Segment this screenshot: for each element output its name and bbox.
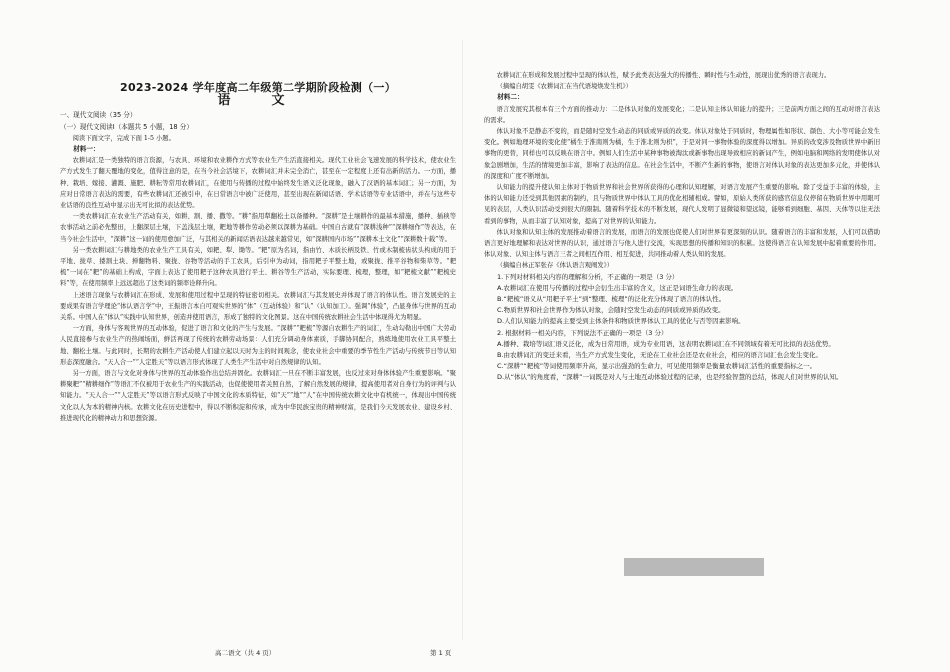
instruction-text: 阅读下面文字，完成下面 1-5 小题。 xyxy=(72,134,175,142)
footer-page-count: 高二语文（共 4 页） xyxy=(215,649,276,657)
question-option: A.农耕词汇在使用与传播的过程中会衍生出丰富的含义，这正是词语生命力的表现。 xyxy=(497,283,738,292)
left-column xyxy=(60,74,456,424)
paragraph: 体认对象和认知主体的发展推动着语言的发展，而语言的发展也促使人们对世界有更深刻的认识。随着语言的丰富和发展，人们可以借助语言更好地理解和表达对世界的认识，通过语言与他人进行交流，实现思想的传播和知识的积累。这使得语言在认知发展中起着重要的作用。体认对象、认知主体与语言三者之间相互作用、相互促进，共同推动着人类认知的发展。 xyxy=(484,228,880,259)
redaction-block xyxy=(624,558,764,576)
question-stem: 2. 根据材料一相关内容，下列说法不正确的一项是（3 分） xyxy=(497,328,668,337)
paragraph: 另一类农耕词汇与耕地类的农业生产工具有关，如耙、犁、锄等。“耙”原为名词，指由竹、木质长柄及铁、竹或木制梳齿状头构成的用于平地、拢草、搂割土块、掸翻物料、聚拢、谷物等活动的手工农具，后引申为动词，指用耙子平整土地，或聚拢、推平谷物和柴草等。“耙梳”一词在“耙”的基础上构成，字面上表达了使用耙子这种农具进行平土、耕谷等生产活动，实际要理、梳理，整理，如“耙梳文献”“耙梳史料”等，在使用频率上远远超出了这类词的频率诠释升向。 xyxy=(60,246,456,288)
question-option: A.播种、栽培等词汇语义泛化，成为日常用语，成为专业用语，这表明农耕词汇在不同领域有着无可比拟的表达优势。 xyxy=(497,339,835,348)
question-option: C.物质世界和社会世界作为体认对象，会随时空发生动态的同质或异质的改变。 xyxy=(497,306,725,315)
section-heading: 一、现代文阅读（35 分） xyxy=(60,111,137,120)
question-option: C.“深耕”“耙梳”等词使用频率升高，显示出强劲的生命力，可见使用频率是衡量农耕词汇活性的重要指标之一。 xyxy=(497,362,817,371)
paragraph: 认知能力的提升使认知主体对于物质世界和社会世界所获得的心理和认知理解，对语言发展产生重要的影响。除了受益于丰富的体验，主体的认知能力还受到其他因素的制约，且与物质世界中体认工具的优化相辅相成。譬如，原始人类所获的感官信息仅停留在物质世界中用眼可见的表层，人类认识活动受到很大的限制。随着科学技术的不断发展，现代人发明了显微镜和望远镜，能够看到细胞、基因、天体等以往无法看到的事物，从而丰富了认知对象，提高了对世界的认知能力。 xyxy=(484,184,880,225)
source-citation: （摘编自胡雯《农耕词汇在当代语境焕发生机》） xyxy=(496,83,632,91)
subsection-heading: （一）现代文阅读Ⅰ（本题共 5 小题，18 分） xyxy=(60,122,193,131)
page-fold-line xyxy=(462,40,463,640)
right-column xyxy=(484,70,880,384)
source-citation: （摘编自林正军张存《体认语言观阐发》） xyxy=(496,262,614,270)
question-option: D.从“体认”的角度看，“深耕”一词既是对人与土地互动体验过程的记录，也是经验智慧的总结，体现人们对世界的认知。 xyxy=(497,373,843,382)
subject-title: 语 文 xyxy=(217,93,299,109)
paragraph: 一方面，身体与客观世界的互动体验，促进了语言和文化的产生与发展。“深耕”“耙梳”等源自农耕生产的词汇，生动勾勒出中国广大劳动人民直接参与农业生产的热闹场面，鲜活再现了传统的农耕劳动场景：人们充分调动身体素质，手脚协同配合，熟练地使用农业工具平整土地、翻松土壤。与此同时，长期的农耕生产活动使人们建立起以天时为主的时间观念，使农业社会中重要的季节性生产活动与传统节日等认知形态深度融合。“天人合一”“人定胜天”等以语言形式体现了人类生产生活中对自然规律的认知。 xyxy=(60,325,456,366)
question-option: B.“耙梳”语义从“用耙子平土”到“整理、梳理”的泛化充分体现了语言的体认性。 xyxy=(497,295,726,304)
material-label: 材料一： xyxy=(73,145,100,154)
material-label: 材料二： xyxy=(497,93,524,102)
exam-title: 2023-2024 学年度高二年级第二学期阶段检测（一） xyxy=(119,81,397,94)
paragraph: 农耕词汇是一类独特的语言资源，与农具、环境和农业耕作方式等农业生产生活直接相关。现代工业社会飞速发展的科学技术，使农业生产方式发生了翻天覆地的变化，值得注意的是，在当今社会活境下，农耕词汇并未完全消亡，甚至在一定程度上还有出新的活力。一方面，播种、栽培、嫁接、灌溉、施肥、耕耘等常用农耕词汇，在使用与传播的过程中始终发生语义泛化现象，融入了汉语的基本词汇；另一方面，为应对日常语言表达的需要，有些农耕词汇还被引申，在日常语言中被广泛使用，甚至出现在新闻话语、学术话语等专业话语中，并在与这些专业话语的良性互动中显示出无可比拟的表达优势。 xyxy=(60,157,456,210)
footer-page-number: 第 1 页 xyxy=(430,649,452,657)
question-option: D.人们认知能力的提高主要受到主体条件和物质世界体认工具的优化与否等因素影响。 xyxy=(497,317,745,326)
question-stem: 1.下列对材料相关内容的理解和分析，不正确的一项是（3 分） xyxy=(497,272,679,281)
paragraph: 体认对象不是静态不变的，而是随时空发生动态的同质或异质的改变。体认对象处于同质时，物理属性如形状、颜色、大小等可能会发生变化。例如地理环境的变化使“橘生于淮南则为橘，生于淮北则为枳”，于是对同一事物体验的深度得以增加。异质的改变涉及物质世界中新旧事物的更替，同样也可以反映在语言中。例如人们生活中某种事物被淘汰或新事物出现导致相应的新词产生，例如电脑和网络的发明使体认对象急剧增加，生活的情境更加丰富，影响了表达的信息。在社会生活中，不断产生新的事物，使语言对体认对象的表达更加多元化，并使体认的深度和广度不断增加。 xyxy=(484,128,880,180)
paragraph: 另一方面，语言与文化对身体与世界的互动体验作出总结并固化。农耕词汇一旦在不断丰富发展，也反过来对身体体验产生重要影响。“聚耕聚耙”“精耕细作”等语汇不仅被用于农业生产的实践活动，也促使使用者关照自然，了解自然发展的规律，提高使用者对自身行为的评判与认知能力。“天人合一”“人定胜天”等以语言形式反映了中国文化的本质特征，如“天”“地”“人”在中国传统农耕文化中有机统一，体现出中国传统文化以人为本的精神内核。农耕文化在历史进程中，得以不断积淀和传承，成为中华民族宝贵的精神财富，是我们今天发展农业、建设乡村、推进现代化的精神动力和思想资源。 xyxy=(60,370,456,422)
paragraph: 农耕词汇在形成和发展过程中呈现的体认性，赋予此类表达强大的传播性、瞬时性与生动性，展现出优秀的语言表现力。 xyxy=(496,72,831,79)
question-option: B.由农耕词汇的变迁来看，当生产方式发生变化，无论在工业社会还是农业社会，相应的语言词汇也会发生变化。 xyxy=(497,351,823,360)
paragraph: 上述语言现象与农耕词汇在形成、发展和使用过程中呈现的特征密切相关。农耕词汇与其发展史并体现了语言的体认性。语言发展史的主要成果有语言学理论“体认语言学”中，王振语言本自可观实世界的“体”（互动体验）和“认”（认知加工）。强调“体验”，凸显身体与世界的互动关系。中国人在“体认”实践中认知世界，创造并使用语言，形成了独特的文化图景。这在中国传统农耕社会生活中体现得尤为明显。 xyxy=(60,291,456,322)
paragraph: 一类农耕词汇在农业生产活动有关，如耕、割、播、撒等。“耕”指用犁翻松土以备播种。“深耕”是土壤耕作的最基本措施，播种、插秧等农事活动之前必先整田，上翻深层土壤，下盖浅层土壤，耙地等耕作劳动必须以深耕为基础。中国自古就有“深耕浅种”“深耕细作”等表达，在当今社会生活中，“深耕”这一词的使用愈加广泛，与其相关的新闻话语表达越来越常见，如“深耕国内市场”“深耕本土文化”“深耕数十载”等。 xyxy=(60,213,456,243)
paragraph: 语言发展究其根本有三个方面的推动力：二是体认对象的发展变化；二是认知主体认知能力的提升；三是前两方面之间的互动对语言表达的需求。 xyxy=(484,105,880,124)
